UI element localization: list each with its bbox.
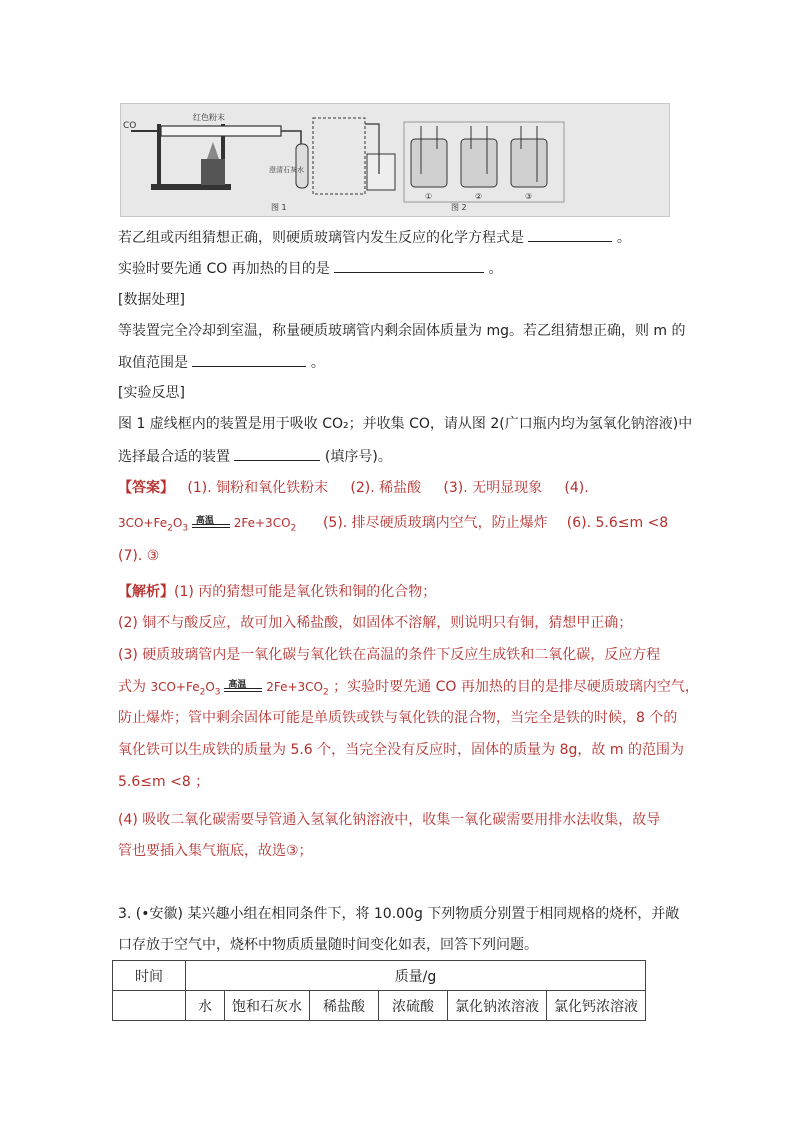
bottle-label-2: ② (475, 192, 483, 201)
label-co: CO (123, 121, 137, 131)
analysis-line-7: 5.6≤m <8 ； (118, 774, 210, 790)
answer-4-label: (4). (564, 480, 589, 496)
analysis-label: 【解析】 (118, 584, 174, 600)
column-conc-h2so4: 浓硫酸 (379, 991, 448, 1021)
answer-5: (5). 排尽硬质玻璃内空气，防止爆炸 (322, 515, 548, 531)
answer-line-2 (118, 513, 668, 538)
answer-blank (192, 352, 306, 367)
analysis-line-9: 管也要插入集气瓶底，故选③； (118, 843, 313, 859)
label-limewater: 澄清石灰水 (269, 166, 304, 174)
question-line-3: 等装置完全冷却到室温，称量硬质玻璃管内剩余固体质量为 mg。若乙组猜想正确，则 m 的 (118, 323, 686, 339)
beaker (367, 154, 395, 190)
answer-3: (3). 无明显现象 (443, 480, 543, 496)
apparatus-diagram (121, 104, 669, 216)
problem3-line-2: 口存放于空气中，烧杯中物质质量随时间变化如表，回答下列问题。 (118, 937, 538, 953)
question-line-2 (118, 258, 503, 279)
question-text: 选择最合适的装置 (118, 449, 230, 465)
outlet-pipe (281, 131, 301, 144)
answer-label: 【答案】 (118, 480, 174, 496)
column-nacl: 氯化钠浓溶液 (448, 991, 547, 1021)
answer-line-3: (7). ③ (118, 548, 160, 564)
answer-6: (6). 5.6≤m <8 (566, 515, 669, 531)
bottle-2 (461, 139, 497, 187)
header-mass: 质量/g (186, 961, 646, 991)
question-line-6 (118, 446, 392, 467)
analysis-line-6: 氧化铁可以生成铁的质量为 5.6 个，当完全没有反应时，固体的质量为 8g，故 m 的范围为 (118, 742, 684, 758)
equation-arrow: 高温 (224, 681, 262, 695)
table-header-row (113, 961, 646, 991)
stand-rod (157, 124, 161, 186)
table-row (113, 991, 646, 1021)
punctuation: 。 (310, 355, 325, 371)
analysis-line-4 (118, 677, 699, 702)
glass-tube (161, 126, 281, 136)
dashed-box (313, 118, 365, 194)
label-fig2: 图 2 (451, 203, 467, 212)
empty-cell (113, 991, 186, 1021)
mass-table (112, 960, 646, 1021)
analysis-text: (1) 丙的猜想可能是氧化铁和铜的化合物； (174, 584, 437, 600)
label-fig1: 图 1 (271, 203, 287, 212)
flame (207, 142, 219, 159)
analysis-line-8: (4) 吸收二氧化碳需要导管通入氢氧化钠溶液中，收集一氧化碳需要用排水法收集，故导 (118, 812, 661, 828)
apparatus-figure (120, 103, 670, 217)
answer-2: (2). 稀盐酸 (350, 480, 422, 496)
column-water: 水 (186, 991, 225, 1021)
answer-line-1 (118, 478, 589, 498)
column-cacl2: 氯化钙浓溶液 (547, 991, 646, 1021)
section-data-heading: [数据处理] (118, 292, 185, 308)
column-dilute-hcl: 稀盐酸 (310, 991, 379, 1021)
equation: $3CO+Fe_2O_3$ 高温 $2Fe+3CO_2$ (150, 679, 329, 698)
question-text: 实验时要先通 CO 再加热的目的是 (118, 261, 330, 277)
label-red-powder: 红色粉末 (193, 113, 225, 122)
answer-blank (334, 258, 484, 273)
section-reflect-heading: [实验反思] (118, 385, 185, 401)
bottle-label-3: ③ (525, 192, 533, 201)
analysis-text: ；实验时要先通 CO 再加热的目的是排尽硬质玻璃内空气， (333, 679, 699, 695)
bottle-label-1: ① (425, 192, 433, 201)
equation-arrow: 高温 (192, 517, 230, 531)
question-text: 若乙组或丙组猜想正确，则硬质玻璃管内发生反应的化学方程式是 (118, 230, 524, 246)
bottle-1 (411, 139, 447, 187)
burner (201, 159, 225, 185)
analysis-text: 式为 (118, 679, 146, 695)
answer-blank (234, 446, 320, 461)
analysis-line-1 (118, 582, 436, 602)
question-line-1 (118, 227, 631, 248)
answer-blank (528, 227, 612, 242)
analysis-line-2: (2) 铜不与酸反应，故可加入稀盐酸，如固体不溶解，则说明只有铜，猜想甲正确； (118, 615, 633, 631)
header-time: 时间 (113, 961, 186, 991)
analysis-line-5: 防止爆炸；管中剩余固体可能是单质铁或铁与氧化铁的混合物，当完全是铁的时候，8 个的 (118, 710, 678, 726)
bottle-3 (511, 139, 547, 187)
column-limewater: 饱和石灰水 (225, 991, 310, 1021)
answer-1: (1). 铜粉和氧化铁粉末 (187, 480, 329, 496)
punctuation: 。 (488, 261, 503, 277)
question-line-5: 图 1 虚线框内的装置是用于吸收 CO₂；并收集 CO，请从图 2(广口瓶内均为氢氧化钠溶液)中 (118, 416, 693, 432)
question-text: 取值范围是 (118, 355, 188, 371)
equation: $3CO+Fe_2O_3$ 高温 $2Fe+3CO_2$ (118, 515, 297, 534)
question-line-4 (118, 352, 325, 373)
punctuation: 。 (616, 230, 631, 246)
problem3-line-1: 3. (•安徽) 某兴趣小组在相同条件下，将 10.00g 下列物质分别置于相同规格的烧杯，并敞 (118, 906, 680, 922)
punctuation: (填序号)。 (324, 449, 392, 465)
analysis-line-3: (3) 硬质玻璃管内是一氧化碳与氧化铁在高温的条件下反应生成铁和二氧化碳，反应方程 (118, 647, 661, 663)
